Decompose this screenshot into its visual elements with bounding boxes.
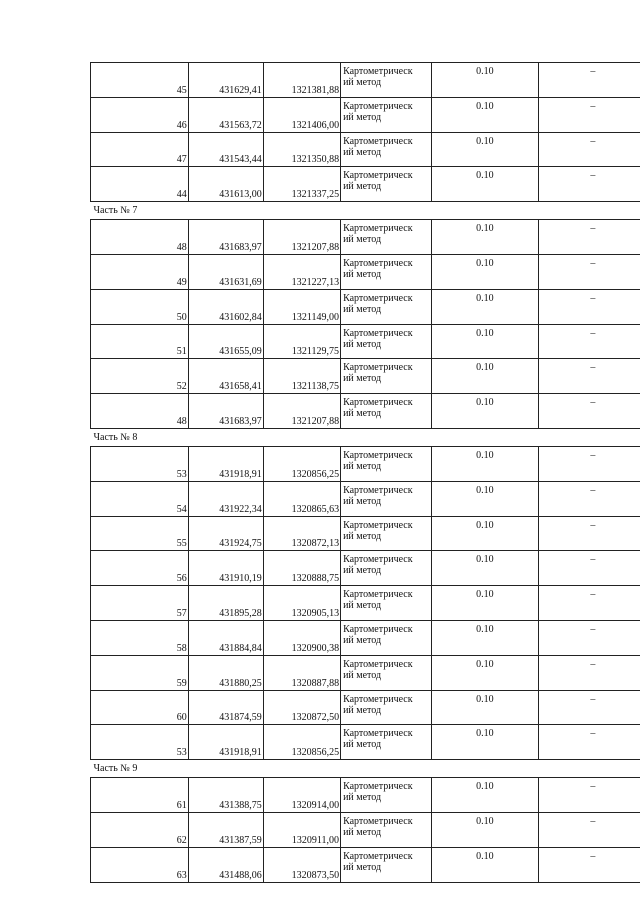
- method-cell: [341, 778, 432, 813]
- method-text-line1: Картометрическ: [343, 362, 413, 374]
- point-number-cell: 55: [91, 516, 189, 551]
- point-number-cell: 51: [91, 324, 189, 359]
- table-row: [91, 167, 640, 202]
- y-coordinate-cell: 1321227,13: [263, 254, 340, 289]
- y-coordinate-cell: 1320905,13: [263, 586, 340, 621]
- table-row: [91, 254, 640, 289]
- y-coordinate-cell: 1320856,25: [263, 446, 340, 481]
- method-text-line1: Картометрическ: [343, 397, 413, 409]
- table-row: [91, 551, 640, 586]
- x-coordinate-cell: 431602,84: [188, 289, 263, 324]
- precision-cell: 0.10: [432, 481, 539, 516]
- y-coordinate-cell: 1320856,25: [263, 725, 340, 760]
- method-text-line1: Картометрическ: [343, 292, 413, 304]
- precision-cell: 0.10: [432, 324, 539, 359]
- point-number-cell: 48: [91, 394, 189, 429]
- y-coordinate-cell: 1321337,25: [263, 167, 340, 202]
- x-coordinate-cell: 431895,28: [188, 586, 263, 621]
- x-coordinate-cell: 431655,09: [188, 324, 263, 359]
- precision-cell: 0.10: [432, 620, 539, 655]
- x-coordinate-cell: 431918,91: [188, 725, 263, 760]
- y-coordinate-cell: 1320872,13: [263, 516, 340, 551]
- method-text-line2: ий метод: [343, 338, 382, 350]
- dash-cell: –: [538, 586, 640, 621]
- table-row: [91, 586, 640, 621]
- x-coordinate-cell: 431910,19: [188, 551, 263, 586]
- method-text-line1: Картометрическ: [343, 257, 413, 269]
- precision-cell: 0.10: [432, 254, 539, 289]
- point-number-cell: 58: [91, 620, 189, 655]
- x-coordinate-cell: 431918,91: [188, 446, 263, 481]
- method-text-line2: ий метод: [343, 408, 382, 420]
- part-title: Часть № 7: [91, 202, 640, 220]
- precision-cell: 0.10: [432, 289, 539, 324]
- x-coordinate-cell: 431563,72: [188, 97, 263, 132]
- coordinates-table-body: [91, 63, 640, 883]
- method-text-line1: Картометрическ: [343, 693, 413, 705]
- method-text-line1: Картометрическ: [343, 623, 413, 635]
- table-row: [91, 847, 640, 882]
- method-text-line2: ий метод: [343, 268, 382, 280]
- method-text-line1: Картометрическ: [343, 484, 413, 496]
- dash-cell: –: [538, 394, 640, 429]
- x-coordinate-cell: 431631,69: [188, 254, 263, 289]
- method-text-line1: Картометрическ: [343, 781, 413, 793]
- dash-cell: –: [538, 620, 640, 655]
- method-text-line1: Картометрическ: [343, 728, 413, 740]
- dash-cell: –: [538, 132, 640, 167]
- table-row: [91, 620, 640, 655]
- method-cell: [341, 446, 432, 481]
- method-cell: [341, 847, 432, 882]
- table-row: [91, 324, 640, 359]
- x-coordinate-cell: 431874,59: [188, 690, 263, 725]
- precision-cell: 0.10: [432, 586, 539, 621]
- part-header-row: [91, 202, 640, 220]
- dash-cell: –: [538, 551, 640, 586]
- table-row: [91, 516, 640, 551]
- method-cell: [341, 690, 432, 725]
- dash-cell: –: [538, 481, 640, 516]
- dash-cell: –: [538, 324, 640, 359]
- table-row: [91, 132, 640, 167]
- table-row: [91, 394, 640, 429]
- dash-cell: –: [538, 778, 640, 813]
- point-number-cell: 49: [91, 254, 189, 289]
- precision-cell: 0.10: [432, 690, 539, 725]
- x-coordinate-cell: 431613,00: [188, 167, 263, 202]
- x-coordinate-cell: 431629,41: [188, 63, 263, 98]
- method-text-line2: ий метод: [343, 146, 382, 158]
- dash-cell: –: [538, 97, 640, 132]
- method-text-line1: Картометрическ: [343, 815, 413, 827]
- dash-cell: –: [538, 725, 640, 760]
- method-text-line2: ий метод: [343, 669, 382, 681]
- table-row: [91, 655, 640, 690]
- precision-cell: 0.10: [432, 551, 539, 586]
- method-text-line1: Картометрическ: [343, 658, 413, 670]
- dash-cell: –: [538, 220, 640, 255]
- part-header-row: [91, 760, 640, 778]
- y-coordinate-cell: 1321207,88: [263, 220, 340, 255]
- point-number-cell: 57: [91, 586, 189, 621]
- dash-cell: –: [538, 167, 640, 202]
- method-text-line2: ий метод: [343, 634, 382, 646]
- method-text-line2: ий метод: [343, 565, 382, 577]
- dash-cell: –: [538, 63, 640, 98]
- method-text-line2: ий метод: [343, 739, 382, 751]
- method-text-line1: Картометрическ: [343, 170, 413, 182]
- dash-cell: –: [538, 289, 640, 324]
- x-coordinate-cell: 431884,84: [188, 620, 263, 655]
- y-coordinate-cell: 1321138,75: [263, 359, 340, 394]
- table-row: [91, 289, 640, 324]
- x-coordinate-cell: 431924,75: [188, 516, 263, 551]
- point-number-cell: 61: [91, 778, 189, 813]
- point-number-cell: 56: [91, 551, 189, 586]
- precision-cell: 0.10: [432, 812, 539, 847]
- y-coordinate-cell: 1321129,75: [263, 324, 340, 359]
- table-row: [91, 778, 640, 813]
- method-text-line1: Картометрическ: [343, 327, 413, 339]
- method-cell: [341, 359, 432, 394]
- method-text-line2: ий метод: [343, 181, 382, 193]
- part-header-row: [91, 428, 640, 446]
- method-text-line1: Картометрическ: [343, 100, 413, 112]
- method-text-line2: ий метод: [343, 826, 382, 838]
- x-coordinate-cell: 431880,25: [188, 655, 263, 690]
- y-coordinate-cell: 1320887,88: [263, 655, 340, 690]
- method-text-line1: Картометрическ: [343, 66, 413, 77]
- point-number-cell: 46: [91, 97, 189, 132]
- table-row: [91, 446, 640, 481]
- precision-cell: 0.10: [432, 167, 539, 202]
- point-number-cell: 53: [91, 725, 189, 760]
- dash-cell: –: [538, 359, 640, 394]
- coordinates-table: [90, 62, 640, 883]
- y-coordinate-cell: 1320911,00: [263, 812, 340, 847]
- coordinates-document: [90, 62, 640, 883]
- method-text-line2: ий метод: [343, 77, 382, 88]
- dash-cell: –: [538, 690, 640, 725]
- table-row: [91, 220, 640, 255]
- x-coordinate-cell: 431488,06: [188, 847, 263, 882]
- y-coordinate-cell: 1320873,50: [263, 847, 340, 882]
- method-cell: [341, 812, 432, 847]
- table-row: [91, 725, 640, 760]
- method-text-line1: Картометрическ: [343, 850, 413, 862]
- method-text-line2: ий метод: [343, 861, 382, 873]
- x-coordinate-cell: 431683,97: [188, 220, 263, 255]
- point-number-cell: 44: [91, 167, 189, 202]
- y-coordinate-cell: 1320865,63: [263, 481, 340, 516]
- method-text-line1: Картометрическ: [343, 589, 413, 601]
- precision-cell: 0.10: [432, 655, 539, 690]
- method-cell: [341, 481, 432, 516]
- x-coordinate-cell: 431388,75: [188, 778, 263, 813]
- method-text-line2: ий метод: [343, 704, 382, 716]
- table-row: [91, 63, 640, 98]
- y-coordinate-cell: 1321381,88: [263, 63, 340, 98]
- point-number-cell: 52: [91, 359, 189, 394]
- method-text-line2: ий метод: [343, 792, 382, 804]
- precision-cell: 0.10: [432, 97, 539, 132]
- dash-cell: –: [538, 847, 640, 882]
- point-number-cell: 53: [91, 446, 189, 481]
- dash-cell: –: [538, 446, 640, 481]
- x-coordinate-cell: 431387,59: [188, 812, 263, 847]
- method-text-line2: ий метод: [343, 460, 382, 472]
- x-coordinate-cell: 431543,44: [188, 132, 263, 167]
- method-cell: [341, 289, 432, 324]
- precision-cell: 0.10: [432, 220, 539, 255]
- y-coordinate-cell: 1321149,00: [263, 289, 340, 324]
- y-coordinate-cell: 1320872,50: [263, 690, 340, 725]
- method-cell: [341, 394, 432, 429]
- method-cell: [341, 725, 432, 760]
- method-text-line1: Картометрическ: [343, 223, 413, 235]
- x-coordinate-cell: 431658,41: [188, 359, 263, 394]
- dash-cell: –: [538, 812, 640, 847]
- method-text-line2: ий метод: [343, 600, 382, 612]
- table-row: [91, 690, 640, 725]
- y-coordinate-cell: 1320914,00: [263, 778, 340, 813]
- method-text-line1: Картометрическ: [343, 135, 413, 147]
- part-title: Часть № 9: [91, 760, 640, 778]
- method-cell: [341, 586, 432, 621]
- precision-cell: 0.10: [432, 394, 539, 429]
- method-text-line1: Картометрическ: [343, 449, 413, 461]
- point-number-cell: 47: [91, 132, 189, 167]
- dash-cell: –: [538, 516, 640, 551]
- method-cell: [341, 220, 432, 255]
- method-cell: [341, 97, 432, 132]
- method-text-line1: Картометрическ: [343, 554, 413, 566]
- precision-cell: 0.10: [432, 847, 539, 882]
- point-number-cell: 63: [91, 847, 189, 882]
- method-cell: [341, 167, 432, 202]
- method-cell: [341, 324, 432, 359]
- method-cell: [341, 516, 432, 551]
- table-row: [91, 97, 640, 132]
- method-text-line2: ий метод: [343, 495, 382, 507]
- dash-cell: –: [538, 655, 640, 690]
- table-row: [91, 359, 640, 394]
- method-text-line1: Картометрическ: [343, 519, 413, 531]
- precision-cell: 0.10: [432, 725, 539, 760]
- precision-cell: 0.10: [432, 446, 539, 481]
- dash-cell: –: [538, 254, 640, 289]
- y-coordinate-cell: 1320888,75: [263, 551, 340, 586]
- method-text-line2: ий метод: [343, 373, 382, 385]
- table-row: [91, 812, 640, 847]
- method-text-line2: ий метод: [343, 303, 382, 315]
- y-coordinate-cell: 1321350,88: [263, 132, 340, 167]
- method-cell: [341, 620, 432, 655]
- y-coordinate-cell: 1320900,38: [263, 620, 340, 655]
- y-coordinate-cell: 1321207,88: [263, 394, 340, 429]
- method-text-line2: ий метод: [343, 234, 382, 246]
- point-number-cell: 62: [91, 812, 189, 847]
- table-row: [91, 481, 640, 516]
- method-cell: [341, 63, 432, 98]
- method-cell: [341, 655, 432, 690]
- x-coordinate-cell: 431922,34: [188, 481, 263, 516]
- method-cell: [341, 254, 432, 289]
- x-coordinate-cell: 431683,97: [188, 394, 263, 429]
- method-cell: [341, 551, 432, 586]
- y-coordinate-cell: 1321406,00: [263, 97, 340, 132]
- point-number-cell: 48: [91, 220, 189, 255]
- point-number-cell: 59: [91, 655, 189, 690]
- precision-cell: 0.10: [432, 132, 539, 167]
- method-text-line2: ий метод: [343, 111, 382, 123]
- point-number-cell: 45: [91, 63, 189, 98]
- part-title: Часть № 8: [91, 428, 640, 446]
- precision-cell: 0.10: [432, 359, 539, 394]
- precision-cell: 0.10: [432, 516, 539, 551]
- precision-cell: 0.10: [432, 778, 539, 813]
- method-cell: [341, 132, 432, 167]
- precision-cell: 0.10: [432, 63, 539, 98]
- point-number-cell: 54: [91, 481, 189, 516]
- point-number-cell: 50: [91, 289, 189, 324]
- point-number-cell: 60: [91, 690, 189, 725]
- method-text-line2: ий метод: [343, 530, 382, 542]
